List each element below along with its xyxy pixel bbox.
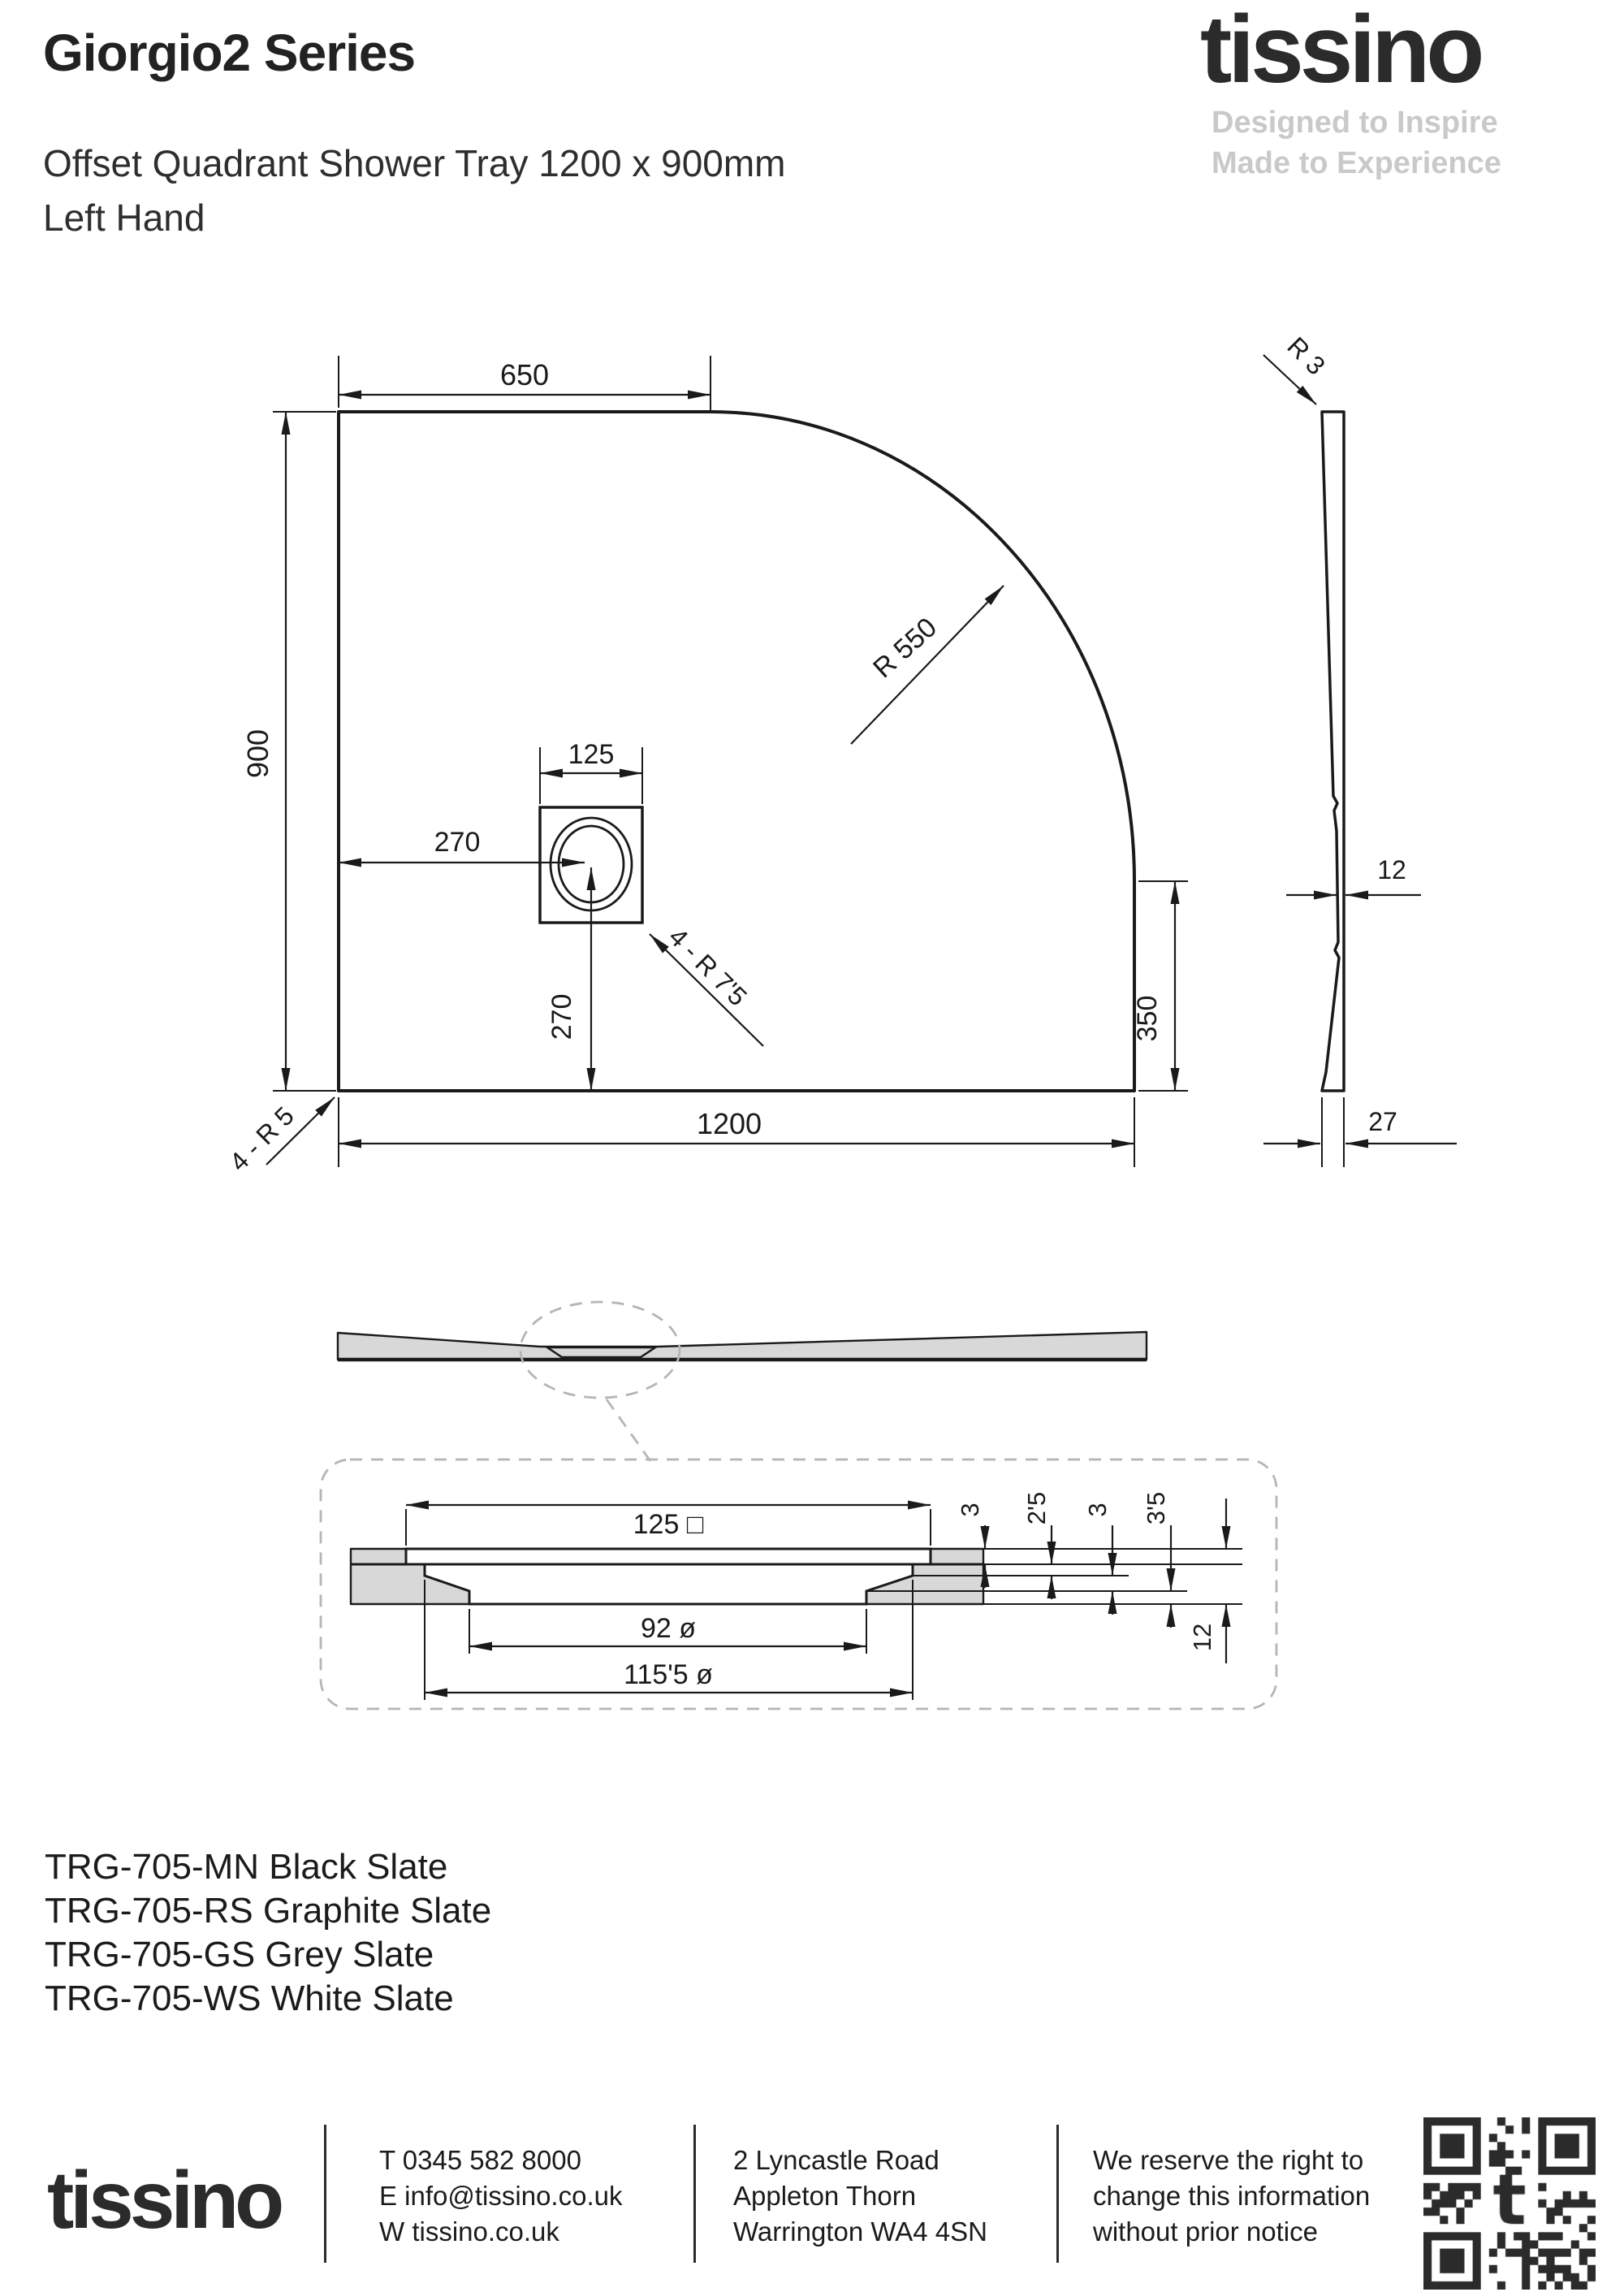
dim-step2-label: 2'5: [1022, 1491, 1051, 1525]
product-code-row: [45, 1933, 491, 1977]
footer-notice-line1: We reserve the right to: [1093, 2145, 1364, 2175]
product-code-row: [45, 1977, 491, 2021]
label-r550: R 550: [867, 612, 944, 685]
footer-email[interactable]: E info@tissino.co.uk: [379, 2181, 623, 2211]
footer-phone: T 0345 582 8000: [379, 2145, 581, 2175]
dim-step3-label: 3: [1083, 1503, 1112, 1517]
product-code: TRG-705-RS: [45, 1891, 253, 1931]
detail-drain-plate: [406, 1549, 931, 1564]
dim-270v-label: 270: [546, 993, 577, 1040]
product-finish: Black Slate: [269, 1847, 448, 1887]
brand-tagline-1: Designed to Inspire: [1212, 106, 1498, 140]
dim-92-label: 92 ø: [640, 1613, 697, 1644]
label-r3: R 3: [1281, 331, 1332, 381]
dim-total-depth-label: 12: [1188, 1623, 1216, 1652]
dim-27-label: 27: [1368, 1107, 1397, 1136]
product-finish: Grey Slate: [265, 1935, 434, 1974]
detail-border: [321, 1460, 1276, 1709]
detail-recess-profile: [425, 1564, 913, 1604]
product-code: TRG-705-GS: [45, 1935, 256, 1974]
product-code: TRG-705-WS: [45, 1978, 261, 2018]
footer-notice: [1093, 2143, 1370, 2250]
footer-tissino-logo: tissino: [47, 2155, 281, 2246]
qr-code: [1423, 2117, 1596, 2290]
dim-125-label: 125: [568, 739, 615, 770]
footer-address-line2: Appleton Thorn: [733, 2181, 917, 2211]
dim-350-label: 350: [1132, 995, 1163, 1042]
footer-divider: [1056, 2125, 1059, 2263]
footer-address: [733, 2143, 987, 2250]
dim-900-label: 900: [241, 729, 274, 779]
label-4r75: 4 - R 7'5: [663, 922, 753, 1012]
page-title: Giorgio2 Series: [43, 24, 416, 82]
dim-650-label: 650: [499, 358, 550, 391]
side-view: [1263, 331, 1457, 1167]
footer-address-line3: Warrington WA4 4SN: [733, 2216, 987, 2247]
dim-270h-label: 270: [434, 827, 481, 858]
detail-view: [321, 1460, 1276, 1709]
subtitle-line-1: Offset Quadrant Shower Tray 1200 x 900mm: [43, 142, 786, 184]
footer-address-line1: 2 Lyncastle Road: [733, 2145, 939, 2175]
footer-divider: [324, 2125, 326, 2263]
product-code: TRG-705-MN: [45, 1847, 260, 1887]
side-profile: [1322, 412, 1344, 1091]
dim-1155-label: 115'5 ø: [624, 1659, 713, 1690]
footer-contact: [379, 2143, 622, 2250]
subtitle-line-2: Left Hand: [43, 196, 205, 239]
footer-notice-line2: change this information: [1093, 2181, 1371, 2211]
plan-view: [224, 356, 1188, 1177]
detail-callout-leader: [607, 1399, 650, 1461]
footer-website[interactable]: W tissino.co.uk: [379, 2216, 559, 2247]
brand-tagline-2: Made to Experience: [1212, 146, 1501, 181]
product-code-row: [45, 1845, 491, 1889]
product-code-row: [45, 1889, 491, 1933]
dim-12-side-label: 12: [1377, 855, 1406, 884]
dim-1200-label: 1200: [696, 1107, 762, 1140]
product-code-list: [45, 1845, 491, 2021]
product-finish: Graphite Slate: [262, 1891, 492, 1931]
label-4r5: 4 - R 5: [223, 1101, 300, 1177]
section-view: [338, 1302, 1147, 1461]
dim-125sq-label: 125 □: [633, 1509, 704, 1540]
detail-material-left: [351, 1549, 469, 1604]
footer-notice-line3: without prior notice: [1093, 2216, 1318, 2247]
footer-divider: [693, 2125, 696, 2263]
tissino-logo: tissino: [1200, 0, 1481, 103]
product-finish: White Slate: [270, 1978, 454, 2018]
dim-step4-label: 3'5: [1142, 1491, 1170, 1525]
dim-step1-label: 3: [956, 1503, 984, 1517]
section-body: [338, 1332, 1147, 1360]
